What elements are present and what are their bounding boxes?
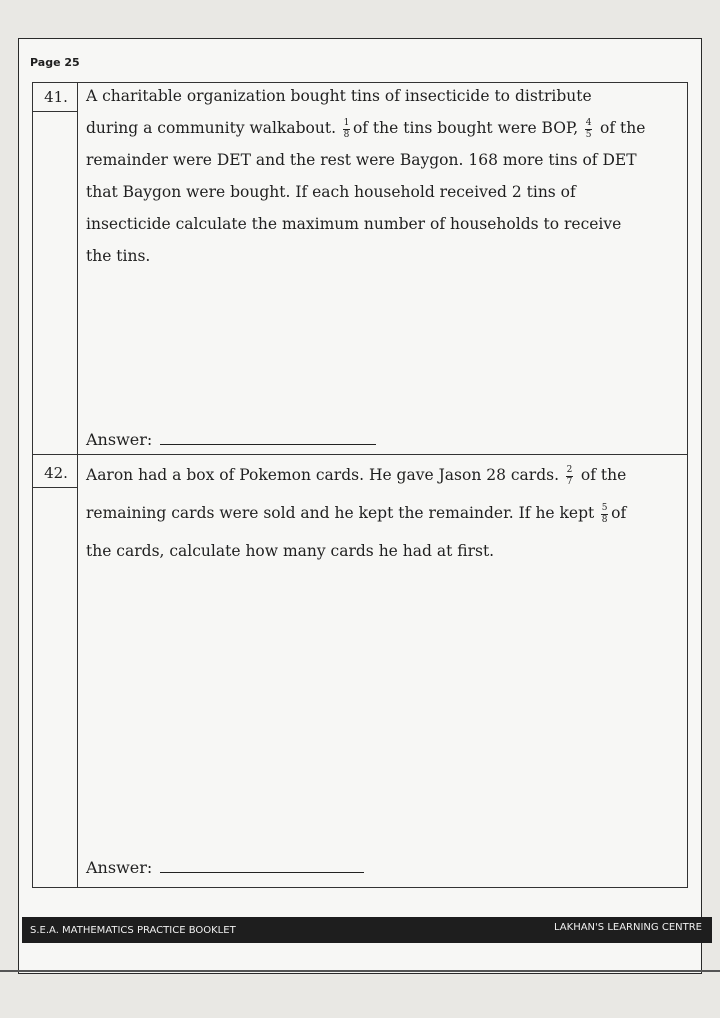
question-text-segment: of the	[575, 466, 627, 484]
question-text-segment: Aaron had a box of Pokemon cards. He gave Jason 28 cards.	[86, 466, 564, 484]
fraction-numerator: 5	[601, 502, 608, 513]
page-label	[30, 56, 80, 69]
question-line	[86, 240, 682, 272]
fraction	[585, 119, 592, 140]
fraction	[343, 119, 350, 140]
fraction-denominator: 8	[601, 514, 608, 525]
question-text-segment: insecticide calculate the maximum number of households to receive	[86, 215, 622, 233]
answer-42-line[interactable]	[160, 872, 364, 873]
fraction-denominator: 8	[343, 129, 350, 140]
fraction-denominator: 7	[566, 476, 573, 487]
bottom-rule	[0, 970, 720, 972]
fraction-numerator: 1	[343, 117, 350, 128]
fraction	[566, 466, 573, 487]
answer-41	[86, 430, 376, 449]
question-text-segment: A charitable organization bought tins of insecticide to distribute	[86, 87, 592, 105]
answer-42	[86, 858, 364, 877]
question-line	[86, 494, 682, 532]
footer-bar	[22, 917, 712, 943]
answer-41-line[interactable]	[160, 444, 376, 445]
fraction-numerator: 2	[566, 464, 573, 475]
question-line	[86, 456, 682, 494]
question-number-box-42	[32, 454, 78, 488]
question-text-segment: of	[611, 504, 627, 522]
question-text-segment: the tins.	[86, 247, 151, 265]
question-line	[86, 144, 682, 176]
question-line	[86, 176, 682, 208]
question-text-segment: of the	[595, 119, 646, 137]
question-text-segment: the cards, calculate how many cards he had at first.	[86, 542, 495, 560]
question-41-text	[86, 80, 682, 272]
question-text-segment: remaining cards were sold and he kept the remainder. If he kept	[86, 504, 600, 522]
fraction-denominator: 5	[585, 129, 592, 140]
question-line	[86, 208, 682, 240]
question-number-41: 41.	[44, 88, 68, 106]
page-number: 25	[64, 56, 80, 69]
question-text-segment: during a community walkabout.	[86, 119, 341, 137]
fraction-numerator: 4	[585, 117, 592, 128]
question-42-text	[86, 456, 682, 570]
question-divider	[32, 454, 688, 455]
page-label-text: Page	[30, 56, 61, 69]
question-number-box-41	[32, 82, 78, 112]
question-line	[86, 532, 682, 570]
answer-42-label: Answer:	[86, 858, 153, 877]
question-number-42: 42.	[44, 464, 68, 482]
question-text-segment: that Baygon were bought. If each household received 2 tins of	[86, 183, 576, 201]
question-line	[86, 80, 682, 112]
fraction	[601, 504, 608, 525]
question-text-segment: remainder were DET and the rest were Baygon. 168 more tins of DET	[86, 151, 637, 169]
question-text-segment: of the tins bought were BOP,	[352, 119, 584, 137]
footer-left-text: S.E.A. MATHEMATICS PRACTICE BOOKLET	[30, 925, 236, 936]
answer-41-label: Answer:	[86, 430, 153, 449]
question-line	[86, 112, 682, 144]
footer-right-text: LAKHAN'S LEARNING CENTRE	[554, 922, 702, 933]
